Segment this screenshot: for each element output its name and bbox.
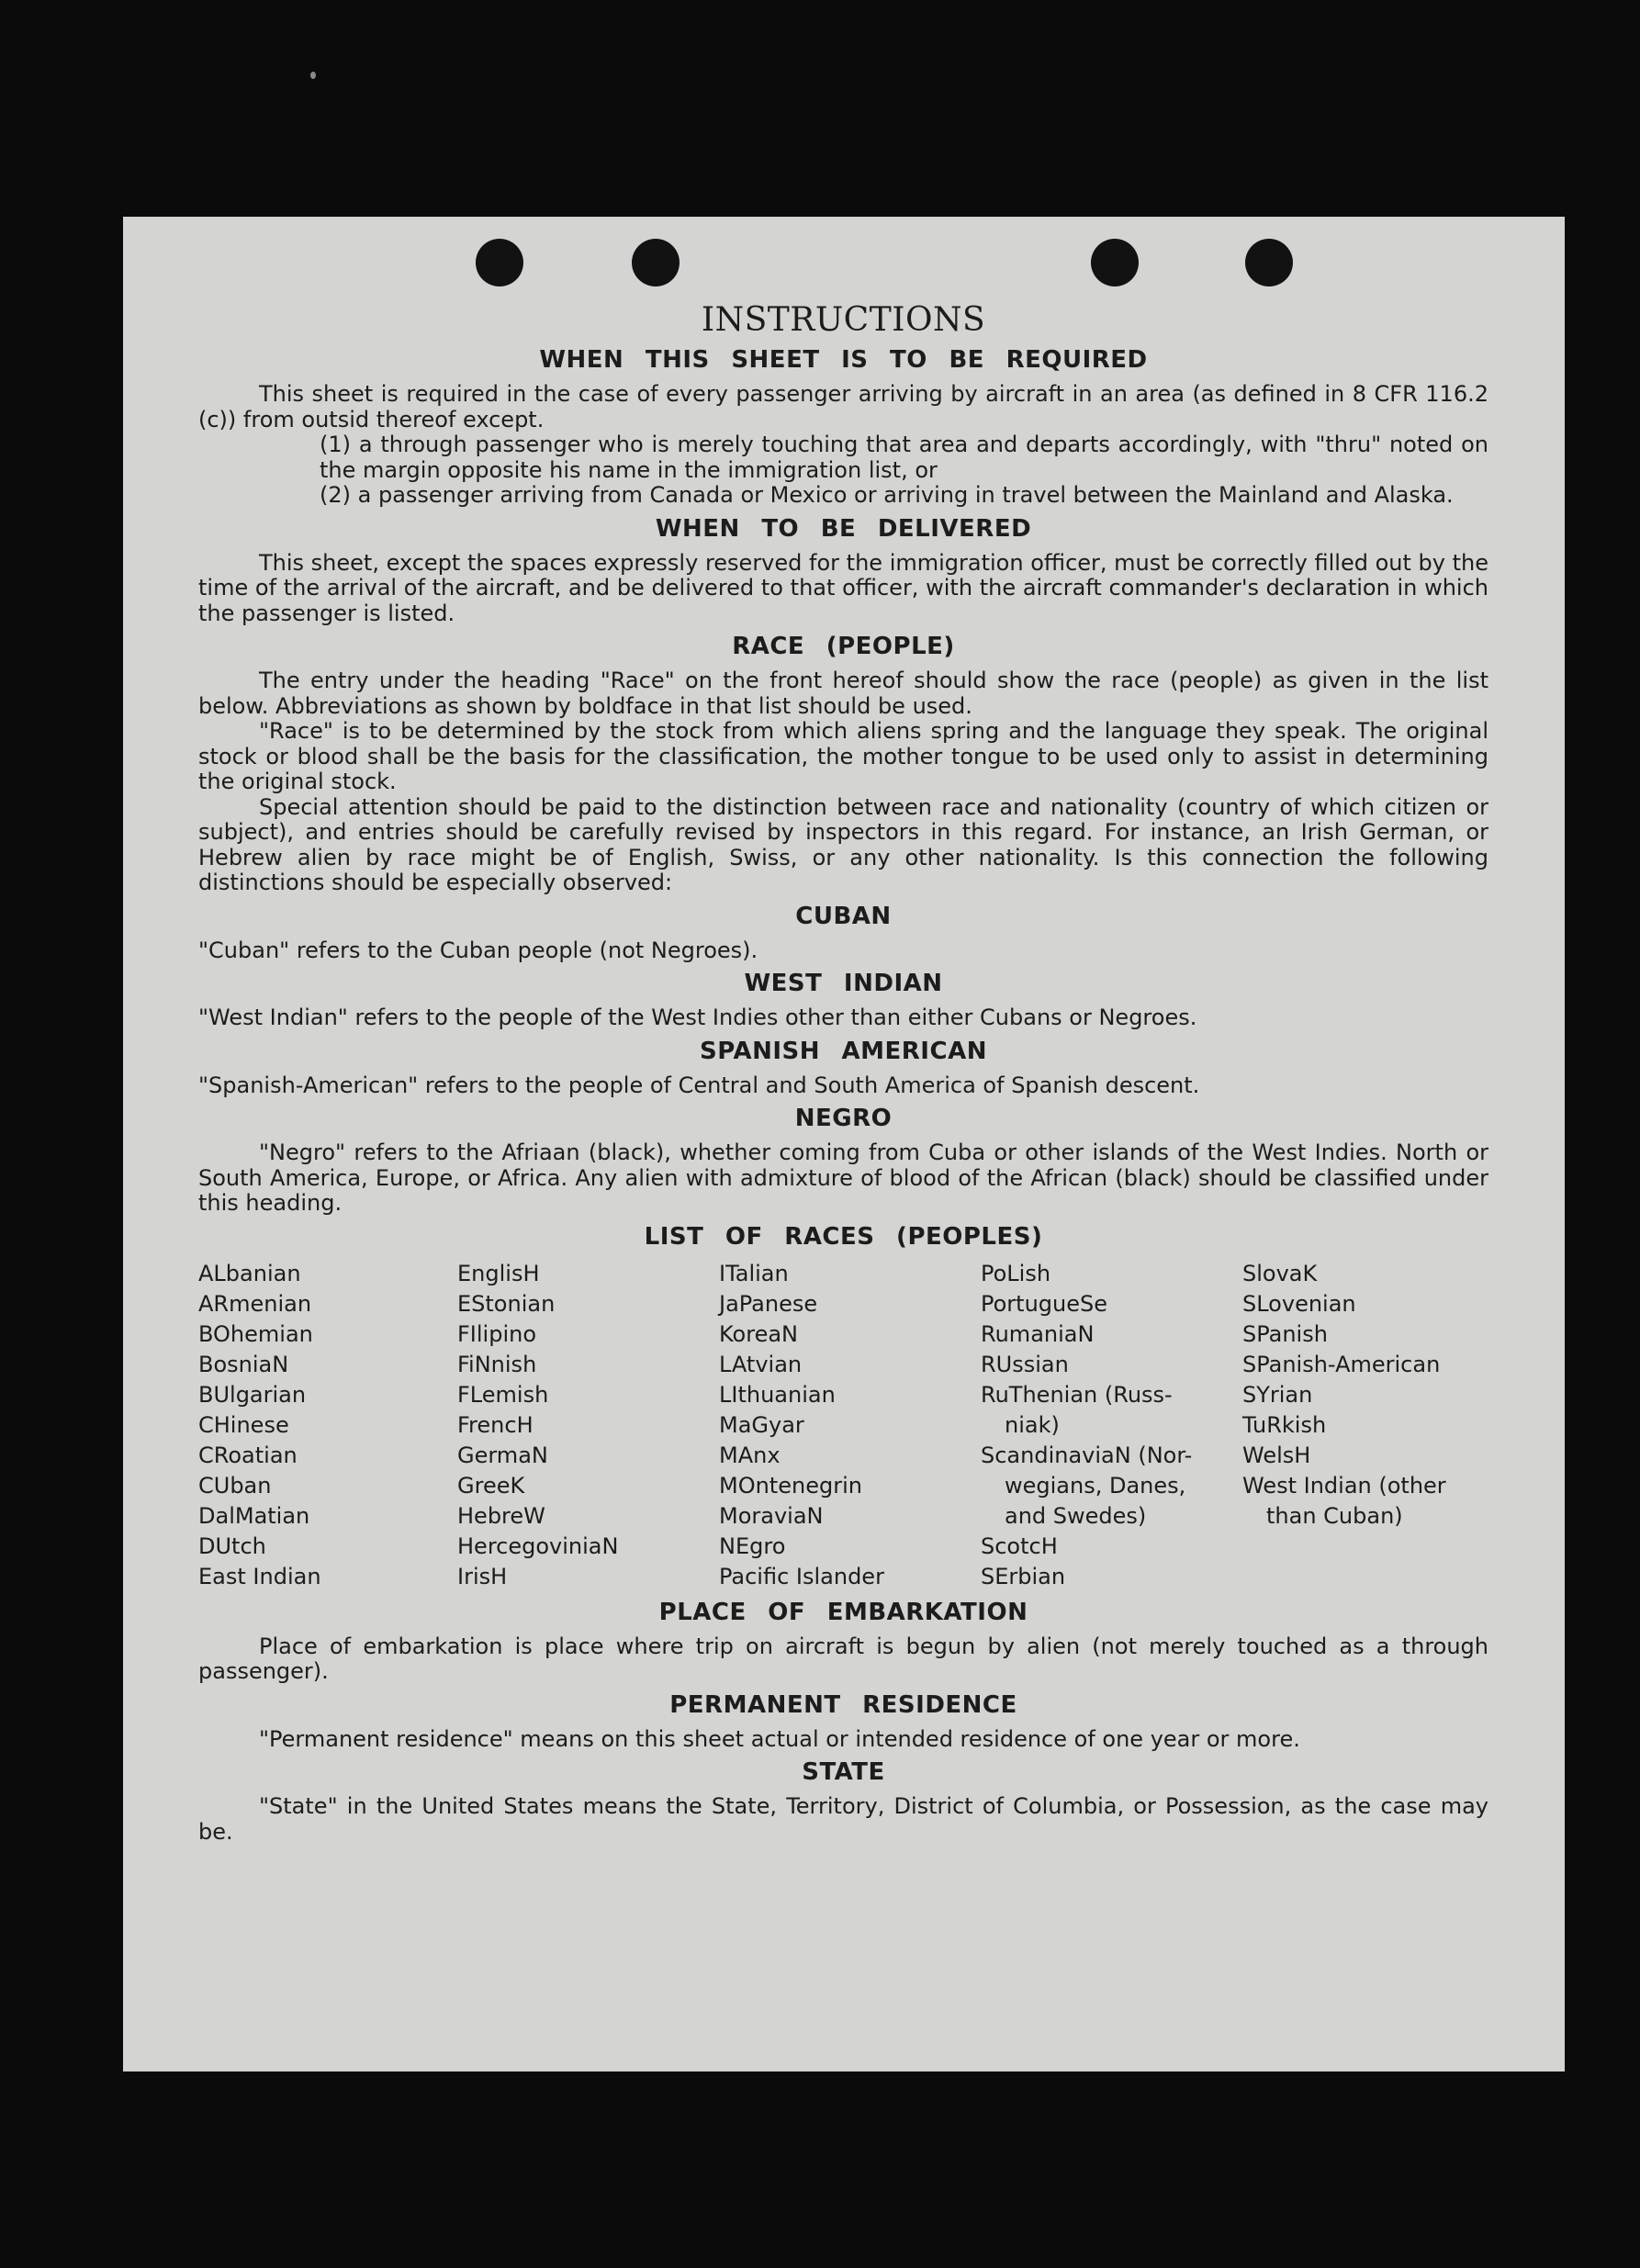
race-entry: ScotcH bbox=[981, 1533, 1058, 1559]
race-entry: LIthuanian bbox=[719, 1381, 836, 1408]
section-heading: WEST INDIAN bbox=[744, 970, 943, 997]
race-entry-continued: than Cuban) bbox=[1266, 1502, 1403, 1529]
section-heading: WHEN TO BE DELIVERED bbox=[655, 514, 1032, 543]
section-heading: CUBAN bbox=[795, 902, 892, 930]
exception-item: (2) a passenger arriving from Canada or Mexico or arriving in travel between the Mainland and Alaska. bbox=[320, 482, 1454, 508]
race-entry: NEgro bbox=[719, 1533, 786, 1559]
race-entry: SYrian bbox=[1242, 1381, 1313, 1408]
race-entry: HercegoviniaN bbox=[457, 1533, 619, 1559]
sheet-content bbox=[198, 301, 1488, 1845]
races-list bbox=[198, 1259, 1488, 1592]
race-entry: DalMatian bbox=[198, 1502, 310, 1529]
races-column bbox=[457, 1259, 719, 1592]
punch-hole bbox=[632, 239, 680, 286]
race-entry: FIlipino bbox=[457, 1320, 537, 1347]
race-entry: PoLish bbox=[981, 1260, 1051, 1286]
race-entry: FiNnish bbox=[457, 1351, 537, 1377]
section-heading: NEGRO bbox=[794, 1105, 893, 1132]
races-column bbox=[1242, 1259, 1488, 1592]
race-entry: SlovaK bbox=[1242, 1260, 1318, 1286]
races-heading: LIST OF RACES (PEOPLES) bbox=[644, 1222, 1043, 1251]
paragraph: This sheet is required in the case of every passenger arriving by aircraft in an area (as defined in 8 CFR 116.2 (c)) from outsid thereof except. bbox=[198, 381, 1488, 432]
race-entry: BOhemian bbox=[198, 1320, 313, 1347]
race-entry: ALbanian bbox=[198, 1260, 301, 1286]
paragraph: Special attention should be paid to the distinction between race and nationality (country of which citizen or subject), and entries should be carefully revised by inspectors in this regard. For instance, an Irish German, or Hebrew alien by race might be of English, Swiss, or any other nationality. Is this connection the following distinctions should be especially observed: bbox=[198, 793, 1488, 895]
race-entry-continued: niak) bbox=[1005, 1411, 1060, 1438]
race-entry: EStonian bbox=[457, 1290, 556, 1317]
race-entry: SLovenian bbox=[1242, 1290, 1356, 1317]
paragraph: "State" in the United States means the State, Territory, District of Columbia, or Possession, as the case may be. bbox=[198, 1793, 1488, 1845]
race-entry: FrencH bbox=[457, 1411, 534, 1438]
races-column bbox=[981, 1259, 1242, 1592]
race-entry: WelsH bbox=[1242, 1442, 1311, 1468]
page-title: INSTRUCTIONS bbox=[701, 301, 986, 339]
exception-item: (1) a through passenger who is merely touching that area and departs accordingly, with "thru" noted on the margin opposite his name in the immigration list, or bbox=[320, 432, 1488, 483]
section-heading: WHEN THIS SHEET IS TO BE REQUIRED bbox=[539, 346, 1148, 374]
paragraph: "Spanish-American" refers to the people of Central and South America of Spanish descent. bbox=[198, 1072, 1200, 1098]
race-entry: LAtvian bbox=[719, 1351, 803, 1377]
paragraph: "Negro" refers to the Afriaan (black), whether coming from Cuba or other islands of the West Indies. North or South America, Europe, or Africa. Any alien with admixture of blood of the African (black) should be classified under this heading. bbox=[198, 1140, 1488, 1216]
race-entry: RumaniaN bbox=[981, 1320, 1095, 1347]
section-heading: RACE (PEOPLE) bbox=[732, 633, 955, 660]
paragraph: "Cuban" refers to the Cuban people (not Negroes). bbox=[198, 937, 758, 963]
race-entry: MaGyar bbox=[719, 1411, 804, 1438]
race-entry: ARmenian bbox=[198, 1290, 312, 1317]
race-entry: BosniaN bbox=[198, 1351, 289, 1377]
punch-hole bbox=[1245, 239, 1293, 286]
instruction-sheet bbox=[123, 217, 1565, 2072]
race-entry: DUtch bbox=[198, 1533, 266, 1559]
race-entry: CUban bbox=[198, 1472, 272, 1499]
race-entry: West Indian (other bbox=[1242, 1472, 1446, 1499]
race-entry: PortugueSe bbox=[981, 1290, 1107, 1317]
races-column bbox=[719, 1259, 981, 1592]
race-entry: JaPanese bbox=[719, 1290, 818, 1317]
race-entry: CRoatian bbox=[198, 1442, 298, 1468]
race-entry: EnglisH bbox=[457, 1260, 540, 1286]
race-entry: SPanish bbox=[1242, 1320, 1328, 1347]
race-entry: RuThenian (Russ- bbox=[981, 1381, 1173, 1408]
punch-hole bbox=[1091, 239, 1139, 286]
race-entry: ITalian bbox=[719, 1260, 789, 1286]
race-entry: GermaN bbox=[457, 1442, 548, 1468]
race-entry: BUlgarian bbox=[198, 1381, 307, 1408]
scan-speck bbox=[310, 72, 316, 79]
race-entry: FLemish bbox=[457, 1381, 549, 1408]
race-entry: MAnx bbox=[719, 1442, 781, 1468]
races-column bbox=[198, 1259, 457, 1592]
paragraph: "Permanent residence" means on this sheet actual or intended residence of one year or more. bbox=[259, 1725, 1300, 1752]
race-entry-continued: and Swedes) bbox=[1005, 1502, 1147, 1529]
race-entry: SPanish-American bbox=[1242, 1351, 1441, 1377]
race-entry: Pacific Islander bbox=[719, 1563, 884, 1589]
race-entry: East Indian bbox=[198, 1563, 321, 1589]
section-heading: STATE bbox=[802, 1758, 885, 1786]
punch-hole bbox=[476, 239, 523, 286]
race-entry-continued: wegians, Danes, bbox=[1005, 1472, 1186, 1499]
race-entry: MoraviaN bbox=[719, 1502, 824, 1529]
race-entry: KoreaN bbox=[719, 1320, 798, 1347]
paragraph: This sheet, except the spaces expressly reserved for the immigration officer, must be correctly filled out by the time of the arrival of the aircraft, and be delivered to that officer, with the aircraft commander's declaration in which the passenger is listed. bbox=[198, 549, 1488, 626]
race-entry: MOntenegrin bbox=[719, 1472, 862, 1499]
paragraph: "West Indian" refers to the people of the West Indies other than either Cubans or Negroes. bbox=[198, 1005, 1197, 1030]
race-entry: ScandinaviaN (Nor- bbox=[981, 1442, 1193, 1468]
race-entry: HebreW bbox=[457, 1502, 545, 1529]
paragraph: Place of embarkation is place where trip on aircraft is begun by alien (not merely touched as a through passenger). bbox=[198, 1633, 1488, 1684]
race-entry: SErbian bbox=[981, 1563, 1066, 1589]
paragraph: "Race" is to be determined by the stock from which aliens spring and the language they speak. The original stock or blood shall be the basis for the classification, the mother tongue to be used only to assist in determining the original stock. bbox=[198, 718, 1488, 794]
section-heading: PLACE OF EMBARKATION bbox=[658, 1598, 1028, 1626]
section-heading: SPANISH AMERICAN bbox=[700, 1037, 987, 1065]
race-entry: CHinese bbox=[198, 1411, 289, 1438]
race-entry: IrisH bbox=[457, 1563, 508, 1589]
race-entry: GreeK bbox=[457, 1472, 525, 1499]
race-entry: RUssian bbox=[981, 1351, 1069, 1377]
section-heading: PERMANENT RESIDENCE bbox=[669, 1690, 1017, 1719]
race-entry: TuRkish bbox=[1242, 1411, 1327, 1438]
paragraph: The entry under the heading "Race" on the front hereof should show the race (people) as given in the list below. Abbreviations as shown by boldface in that list should be used. bbox=[198, 668, 1488, 719]
